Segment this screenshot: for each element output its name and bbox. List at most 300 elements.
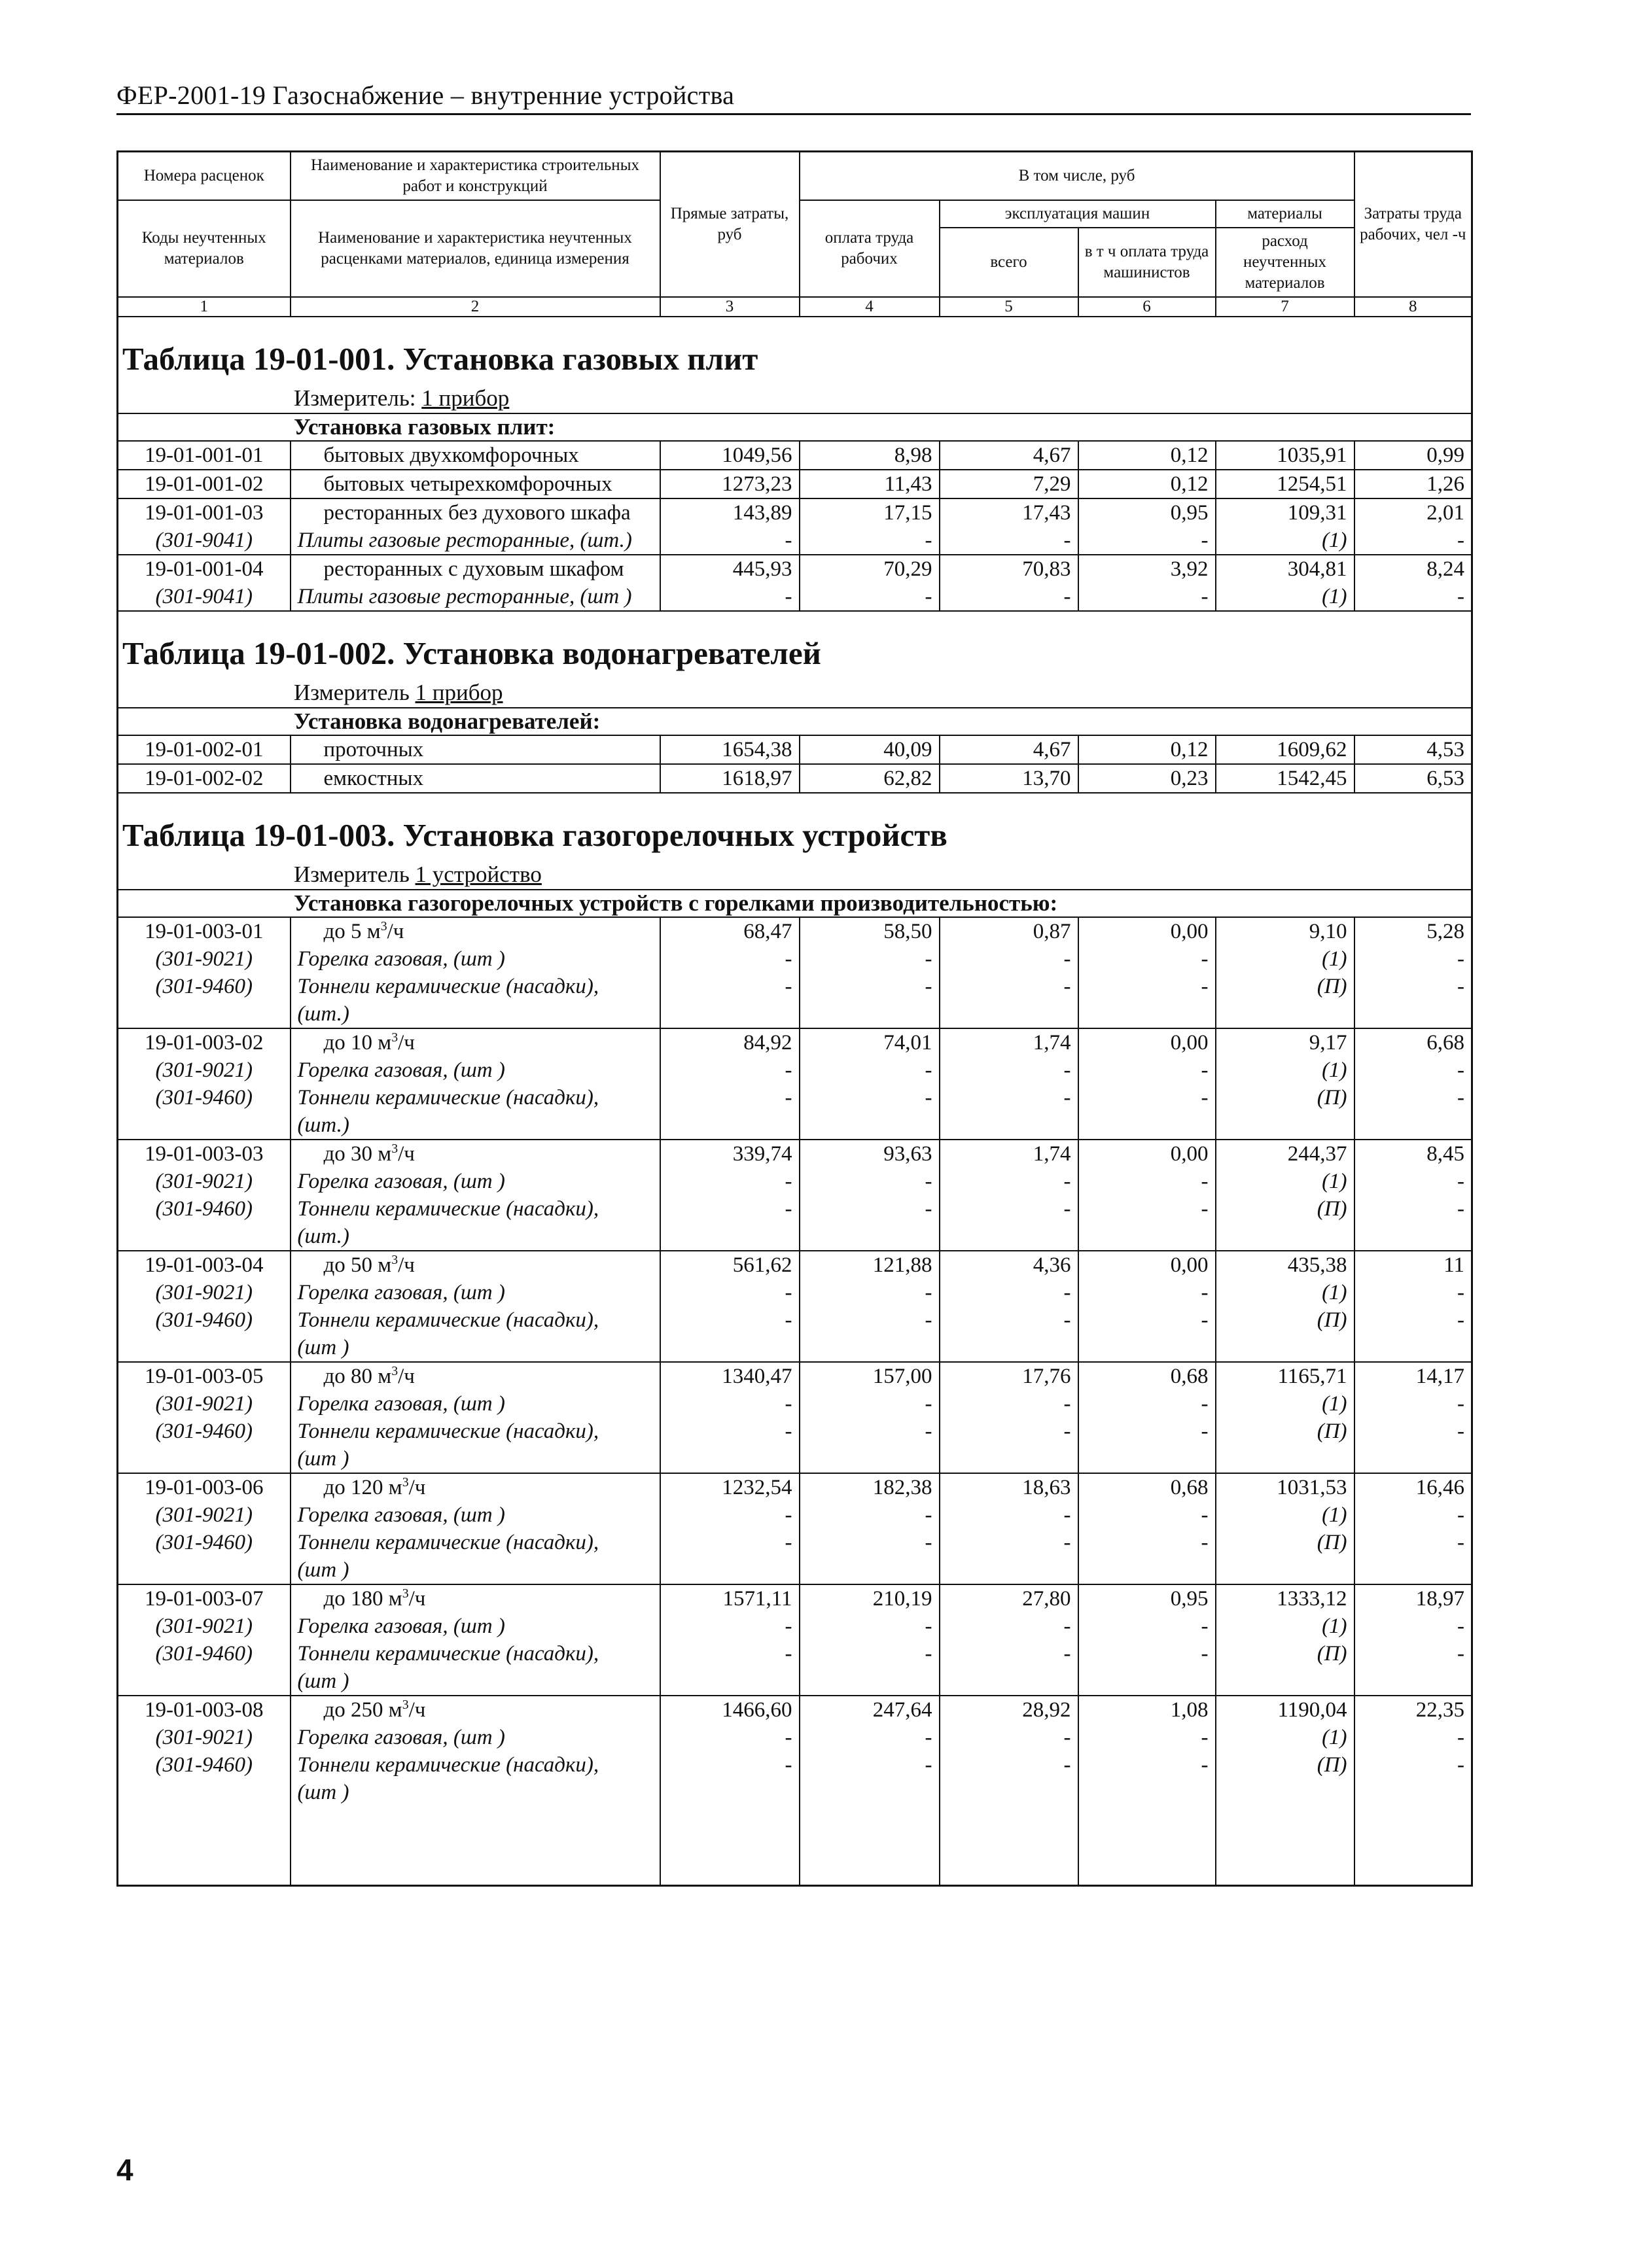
dash: - xyxy=(800,1056,940,1084)
material-code: (301-9041) xyxy=(118,583,291,611)
dash: - xyxy=(660,1529,800,1584)
dash: - xyxy=(1354,1418,1472,1473)
dash: - xyxy=(800,1640,940,1696)
dash: - xyxy=(1078,1084,1216,1140)
dash: - xyxy=(940,583,1078,611)
machinists-pay: 0,12 xyxy=(1078,735,1216,764)
material-name-line: Тоннели керамические (насадки), xyxy=(297,1308,599,1332)
material-row xyxy=(118,583,1472,611)
empty-cell xyxy=(1078,1806,1216,1886)
capacity-value: до 30 xyxy=(323,1142,378,1166)
material-code: (301-9021) xyxy=(118,1168,291,1195)
dash: - xyxy=(1078,1418,1216,1473)
rate-code: 19-01-003-08 xyxy=(118,1696,291,1724)
machinists-pay: 0,00 xyxy=(1078,1251,1216,1279)
material-code: (301-9460) xyxy=(118,1084,291,1140)
material-qty: (1) xyxy=(1216,1613,1354,1640)
page-number: 4 xyxy=(116,2153,133,2187)
table-row xyxy=(118,1251,1472,1279)
material-row xyxy=(118,945,1472,973)
col-number: 8 xyxy=(1354,297,1472,317)
material-name: Плиты газовые ресторанные, (шт.) xyxy=(291,527,660,555)
dash: - xyxy=(940,1724,1078,1751)
material-name: Горелка газовая, (шт ) xyxy=(291,1724,660,1751)
dash: - xyxy=(940,1529,1078,1584)
dash: - xyxy=(1078,1056,1216,1084)
dash: - xyxy=(1354,1056,1472,1084)
col3-header: Прямые затраты, руб xyxy=(660,152,800,298)
unit-exponent: 3 xyxy=(380,919,387,933)
dash: - xyxy=(940,1056,1078,1084)
material-qty: (П) xyxy=(1216,1084,1354,1140)
dash: - xyxy=(1354,1390,1472,1418)
machines-total: 7,29 xyxy=(940,470,1078,498)
materials: 1190,04 xyxy=(1216,1696,1354,1724)
material-row xyxy=(118,1279,1472,1306)
material-code: (301-9460) xyxy=(118,1195,291,1251)
table-row xyxy=(118,1028,1472,1056)
group-heading: Установка водонагревателей: xyxy=(118,708,1472,735)
material-unit: (шт.) xyxy=(297,1225,349,1248)
rate-code: 19-01-003-07 xyxy=(118,1584,291,1613)
material-qty: (П) xyxy=(1216,1418,1354,1473)
material-qty: (1) xyxy=(1216,1168,1354,1195)
material-qty: (П) xyxy=(1216,1195,1354,1251)
material-name: Горелка газовая, (шт ) xyxy=(291,945,660,973)
work-name: проточных xyxy=(291,735,660,764)
machinists-pay: 0,00 xyxy=(1078,1140,1216,1168)
work-name: ресторанных без духового шкафа xyxy=(291,498,660,527)
machinists-pay: 0,95 xyxy=(1078,498,1216,527)
meter-label: Измеритель xyxy=(294,680,410,705)
dash: - xyxy=(940,1084,1078,1140)
materials: 1031,53 xyxy=(1216,1473,1354,1501)
dash: - xyxy=(1078,1724,1216,1751)
dash: - xyxy=(800,1529,940,1584)
col4-header: оплата труда рабочих xyxy=(800,200,940,297)
dash: - xyxy=(1078,527,1216,555)
material-row xyxy=(118,973,1472,1028)
labor-pay: 8,98 xyxy=(800,441,940,470)
machines-total: 13,70 xyxy=(940,764,1078,793)
material-row xyxy=(118,1390,1472,1418)
labor-pay: 62,82 xyxy=(800,764,940,793)
capacity-value: до 10 xyxy=(323,1031,378,1055)
direct-cost: 143,89 xyxy=(660,498,800,527)
price-table xyxy=(116,150,1473,1887)
material-code: (301-9021) xyxy=(118,1613,291,1640)
unit-m: м xyxy=(388,1476,402,1499)
dash: - xyxy=(940,1613,1078,1640)
material-code: (301-9021) xyxy=(118,1501,291,1529)
labor-hours: 4,53 xyxy=(1354,735,1472,764)
dash: - xyxy=(940,973,1078,1028)
material-code: (301-9021) xyxy=(118,1279,291,1306)
materials: 1254,51 xyxy=(1216,470,1354,498)
unit-m: м xyxy=(366,920,381,943)
materials: 9,17 xyxy=(1216,1028,1354,1056)
table-title: Таблица 19-01-003. Установка газогорелочных устройств xyxy=(118,793,1472,860)
meter-value: 1 устройство xyxy=(415,862,542,887)
unit-per-hour: /ч xyxy=(398,1031,415,1055)
dash: - xyxy=(1078,1613,1216,1640)
material-name xyxy=(291,1084,660,1140)
machinists-pay: 0,00 xyxy=(1078,1028,1216,1056)
dash: - xyxy=(940,1279,1078,1306)
dash: - xyxy=(1078,1751,1216,1806)
col7-header: расход неучтенных материалов xyxy=(1216,228,1354,297)
machinists-pay: 0,68 xyxy=(1078,1473,1216,1501)
material-row xyxy=(118,1613,1472,1640)
empty-cell xyxy=(940,1806,1078,1886)
table-row xyxy=(118,764,1472,793)
unit-per-hour: /ч xyxy=(398,1365,415,1388)
dash: - xyxy=(1078,1195,1216,1251)
dash: - xyxy=(660,1056,800,1084)
material-unit: (шт.) xyxy=(297,1113,349,1137)
rate-code: 19-01-003-04 xyxy=(118,1251,291,1279)
empty-cell xyxy=(118,1806,291,1886)
col-number: 7 xyxy=(1216,297,1354,317)
dash: - xyxy=(1078,1501,1216,1529)
materials: 9,10 xyxy=(1216,917,1354,945)
material-row xyxy=(118,1306,1472,1362)
work-name xyxy=(291,1251,660,1279)
material-row xyxy=(118,527,1472,555)
table-row xyxy=(118,1696,1472,1724)
work-name: ресторанных с духовым шкафом xyxy=(291,555,660,583)
machinists-pay: 0,12 xyxy=(1078,470,1216,498)
table-row xyxy=(118,1473,1472,1501)
dash: - xyxy=(660,1279,800,1306)
work-name xyxy=(291,1473,660,1501)
materials: 1609,62 xyxy=(1216,735,1354,764)
table-row xyxy=(118,470,1472,498)
unit-per-hour: /ч xyxy=(398,1253,415,1277)
labor-hours: 11 xyxy=(1354,1251,1472,1279)
capacity-value: до 250 xyxy=(323,1698,389,1722)
labor-hours: 6,68 xyxy=(1354,1028,1472,1056)
dash: - xyxy=(1354,1613,1472,1640)
work-name xyxy=(291,1028,660,1056)
meter-line xyxy=(118,860,1472,890)
dash: - xyxy=(1078,1168,1216,1195)
empty-cell xyxy=(1216,1806,1354,1886)
labor-hours: 0,99 xyxy=(1354,441,1472,470)
material-name: Плиты газовые ресторанные, (шт ) xyxy=(291,583,660,611)
direct-cost: 1618,97 xyxy=(660,764,800,793)
table-title: Таблица 19-01-002. Установка водонагревателей xyxy=(118,611,1472,678)
material-row xyxy=(118,1751,1472,1806)
labor-pay: 210,19 xyxy=(800,1584,940,1613)
material-qty: (1) xyxy=(1216,1056,1354,1084)
dash: - xyxy=(1354,1640,1472,1696)
material-row xyxy=(118,1084,1472,1140)
labor-hours: 22,35 xyxy=(1354,1696,1472,1724)
direct-cost: 1049,56 xyxy=(660,441,800,470)
labor-hours: 14,17 xyxy=(1354,1362,1472,1390)
dash: - xyxy=(1354,973,1472,1028)
labor-hours: 16,46 xyxy=(1354,1473,1472,1501)
material-name xyxy=(291,1751,660,1806)
rate-code: 19-01-003-02 xyxy=(118,1028,291,1056)
empty-cell xyxy=(1354,1806,1472,1886)
dash: - xyxy=(1354,1195,1472,1251)
material-name-line: Тоннели керамические (насадки), xyxy=(297,1086,599,1109)
dash: - xyxy=(800,1724,940,1751)
dash: - xyxy=(800,1751,940,1806)
dash: - xyxy=(940,1306,1078,1362)
work-name xyxy=(291,1584,660,1613)
labor-pay: 74,01 xyxy=(800,1028,940,1056)
meter-line xyxy=(118,678,1472,708)
dash: - xyxy=(1354,1279,1472,1306)
dash: - xyxy=(660,945,800,973)
labor-pay: 11,43 xyxy=(800,470,940,498)
labor-hours: 8,45 xyxy=(1354,1140,1472,1168)
dash: - xyxy=(660,1640,800,1696)
work-name xyxy=(291,917,660,945)
unit-exponent: 3 xyxy=(391,1142,398,1156)
material-qty: (1) xyxy=(1216,1279,1354,1306)
labor-pay: 17,15 xyxy=(800,498,940,527)
materials: 109,31 xyxy=(1216,498,1354,527)
material-code: (301-9021) xyxy=(118,1724,291,1751)
col-number: 2 xyxy=(291,297,660,317)
material-code: (301-9460) xyxy=(118,1418,291,1473)
work-name xyxy=(291,1696,660,1724)
material-unit: (шт ) xyxy=(297,1669,349,1693)
rate-code: 19-01-002-02 xyxy=(118,764,291,793)
dash: - xyxy=(800,1418,940,1473)
material-name: Горелка газовая, (шт ) xyxy=(291,1501,660,1529)
material-unit: (шт.) xyxy=(297,1002,349,1026)
dash: - xyxy=(660,1501,800,1529)
table-row xyxy=(118,498,1472,527)
unit-m: м xyxy=(378,1253,392,1277)
machines-total: 17,76 xyxy=(940,1362,1078,1390)
material-code: (301-9021) xyxy=(118,945,291,973)
direct-cost: 1466,60 xyxy=(660,1696,800,1724)
material-code: (301-9460) xyxy=(118,973,291,1028)
material-name: Горелка газовая, (шт ) xyxy=(291,1168,660,1195)
table-row xyxy=(118,441,1472,470)
dash: - xyxy=(1078,1640,1216,1696)
dash: - xyxy=(1078,1279,1216,1306)
dash: - xyxy=(660,1724,800,1751)
col8-header: Затраты труда рабочих, чел -ч xyxy=(1354,152,1472,298)
dash: - xyxy=(660,1418,800,1473)
burner-rows xyxy=(118,917,1472,1806)
material-qty: (П) xyxy=(1216,1640,1354,1696)
dash: - xyxy=(1354,527,1472,555)
material-code: (301-9041) xyxy=(118,527,291,555)
work-name xyxy=(291,1140,660,1168)
material-code: (301-9021) xyxy=(118,1056,291,1084)
direct-cost: 1340,47 xyxy=(660,1362,800,1390)
dash: - xyxy=(660,973,800,1028)
machinists-pay: 0,23 xyxy=(1078,764,1216,793)
labor-hours: 5,28 xyxy=(1354,917,1472,945)
materials: 1035,91 xyxy=(1216,441,1354,470)
col-number: 4 xyxy=(800,297,940,317)
material-name xyxy=(291,1195,660,1251)
dash: - xyxy=(660,1168,800,1195)
material-unit: (шт ) xyxy=(297,1781,349,1804)
material-name-line: Тоннели керамические (насадки), xyxy=(297,1531,599,1554)
machines-total: 4,67 xyxy=(940,735,1078,764)
dash: - xyxy=(940,1640,1078,1696)
material-row xyxy=(118,1501,1472,1529)
materials: 304,81 xyxy=(1216,555,1354,583)
dash: - xyxy=(1354,583,1472,611)
material-code: (301-9460) xyxy=(118,1751,291,1806)
machines-total: 17,43 xyxy=(940,498,1078,527)
rate-code: 19-01-001-03 xyxy=(118,498,291,527)
dash: - xyxy=(1354,1529,1472,1584)
unit-per-hour: /ч xyxy=(408,1698,426,1722)
work-name: бытовых двухкомфорочных xyxy=(291,441,660,470)
empty-cell xyxy=(660,1806,800,1886)
dash: - xyxy=(940,1195,1078,1251)
rate-code: 19-01-001-04 xyxy=(118,555,291,583)
dash: - xyxy=(1354,1501,1472,1529)
table-row xyxy=(118,1140,1472,1168)
unit-m: м xyxy=(378,1365,392,1388)
dash: - xyxy=(800,1501,940,1529)
material-qty: (П) xyxy=(1216,1529,1354,1584)
dash: - xyxy=(660,1613,800,1640)
rate-code: 19-01-001-01 xyxy=(118,441,291,470)
direct-cost: 1571,11 xyxy=(660,1584,800,1613)
meter-label: Измеритель xyxy=(294,862,410,887)
dash: - xyxy=(1354,1084,1472,1140)
dash: - xyxy=(800,945,940,973)
direct-cost: 68,47 xyxy=(660,917,800,945)
dash: - xyxy=(660,1195,800,1251)
dash: - xyxy=(800,527,940,555)
capacity-value: до 50 xyxy=(323,1253,378,1277)
table-filler xyxy=(118,1806,1472,1886)
work-name: бытовых четырехкомфорочных xyxy=(291,470,660,498)
labor-pay: 247,64 xyxy=(800,1696,940,1724)
table-row xyxy=(118,1362,1472,1390)
machines-total: 70,83 xyxy=(940,555,1078,583)
rate-code: 19-01-003-05 xyxy=(118,1362,291,1390)
material-name xyxy=(291,1640,660,1696)
labor-pay: 40,09 xyxy=(800,735,940,764)
unit-per-hour: /ч xyxy=(387,920,404,943)
direct-cost: 1232,54 xyxy=(660,1473,800,1501)
dash: - xyxy=(800,1613,940,1640)
labor-hours: 2,01 xyxy=(1354,498,1472,527)
material-name: Горелка газовая, (шт ) xyxy=(291,1279,660,1306)
labor-pay: 182,38 xyxy=(800,1473,940,1501)
material-name-line: Тоннели керамические (насадки), xyxy=(297,1197,599,1221)
machinists-pay: 3,92 xyxy=(1078,555,1216,583)
material-code: (301-9460) xyxy=(118,1306,291,1362)
material-qty: (П) xyxy=(1216,1751,1354,1806)
dash: - xyxy=(660,1084,800,1140)
material-qty: (1) xyxy=(1216,583,1354,611)
material-name: Горелка газовая, (шт ) xyxy=(291,1056,660,1084)
machines-total: 4,36 xyxy=(940,1251,1078,1279)
dash: - xyxy=(800,973,940,1028)
dash: - xyxy=(660,583,800,611)
dash: - xyxy=(800,1084,940,1140)
empty-cell xyxy=(291,1806,660,1886)
unit-exponent: 3 xyxy=(402,1586,409,1601)
table-row xyxy=(118,555,1472,583)
material-qty: (1) xyxy=(1216,527,1354,555)
material-qty: (1) xyxy=(1216,1501,1354,1529)
page-header: ФЕР-2001-19 Газоснабжение – внутренние устройства xyxy=(116,80,1471,115)
table-row xyxy=(118,1584,1472,1613)
material-name xyxy=(291,1529,660,1584)
work-name xyxy=(291,1362,660,1390)
unit-m: м xyxy=(378,1031,392,1055)
col1-top-header: Номера расценок xyxy=(118,152,291,201)
dash: - xyxy=(1078,945,1216,973)
labor-pay: 157,00 xyxy=(800,1362,940,1390)
machines-total: 4,67 xyxy=(940,441,1078,470)
dash: - xyxy=(1078,1529,1216,1584)
dash: - xyxy=(1078,973,1216,1028)
material-name xyxy=(291,1306,660,1362)
unit-per-hour: /ч xyxy=(408,1587,426,1611)
machinists-pay: 1,08 xyxy=(1078,1696,1216,1724)
table-row xyxy=(118,735,1472,764)
col2-bottom-header: Наименование и характеристика неучтенных расценками материалов, единица измерения xyxy=(291,200,660,297)
col-number: 1 xyxy=(118,297,291,317)
machines-total: 1,74 xyxy=(940,1028,1078,1056)
col1-bottom-header: Коды неучтенных материалов xyxy=(118,200,291,297)
dash: - xyxy=(1078,1390,1216,1418)
dash: - xyxy=(1354,1306,1472,1362)
rate-code: 19-01-003-03 xyxy=(118,1140,291,1168)
unit-per-hour: /ч xyxy=(398,1142,415,1166)
col5-header: всего xyxy=(940,228,1078,297)
rate-code: 19-01-001-02 xyxy=(118,470,291,498)
direct-cost: 561,62 xyxy=(660,1251,800,1279)
dash: - xyxy=(800,1306,940,1362)
col-number: 6 xyxy=(1078,297,1216,317)
materials: 1333,12 xyxy=(1216,1584,1354,1613)
machines-total: 27,80 xyxy=(940,1584,1078,1613)
rate-code: 19-01-003-01 xyxy=(118,917,291,945)
dash: - xyxy=(940,527,1078,555)
meter-line xyxy=(118,384,1472,413)
machinists-pay: 0,12 xyxy=(1078,441,1216,470)
dash: - xyxy=(660,1390,800,1418)
material-name-line: Тоннели керамические (насадки), xyxy=(297,975,599,998)
dash: - xyxy=(800,1195,940,1251)
materials-header: материалы xyxy=(1216,200,1354,228)
col2-top-header: Наименование и характеристика строительных работ и конструкций xyxy=(291,152,660,201)
direct-cost: 1654,38 xyxy=(660,735,800,764)
dash: - xyxy=(800,583,940,611)
col-group-header: В том числе, руб xyxy=(800,152,1354,201)
material-unit: (шт ) xyxy=(297,1447,349,1471)
material-row xyxy=(118,1056,1472,1084)
labor-pay: 93,63 xyxy=(800,1140,940,1168)
direct-cost: 339,74 xyxy=(660,1140,800,1168)
unit-m: м xyxy=(378,1142,392,1166)
labor-hours: 6,53 xyxy=(1354,764,1472,793)
material-code: (301-9460) xyxy=(118,1529,291,1584)
material-qty: (П) xyxy=(1216,973,1354,1028)
group-heading: Установка газовых плит: xyxy=(118,413,1472,441)
